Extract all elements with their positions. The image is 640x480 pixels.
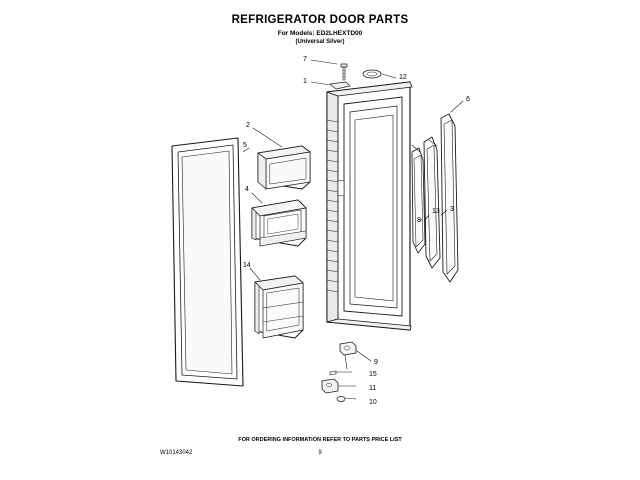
hinge-plate-11: [322, 379, 356, 393]
document-code: W10143042: [160, 450, 193, 456]
callout-2: 2: [246, 122, 250, 129]
door-liner-notch: [338, 180, 344, 196]
callout-7: 7: [303, 56, 307, 63]
door-gasket-panel: [172, 138, 243, 386]
callout-12: 12: [399, 74, 407, 81]
callout-1: 1: [303, 78, 307, 85]
variant-label: (Universal Silver): [295, 39, 345, 45]
screw-7: [341, 64, 347, 80]
callout-14: 14: [243, 262, 251, 269]
door-bin-upper: [258, 146, 310, 189]
models-label: For Models: ED2LHEXTD00: [277, 30, 363, 37]
callout-6: 6: [466, 96, 470, 103]
callout-5: 5: [243, 142, 247, 149]
door-bin-middle: [252, 200, 306, 246]
bolt-10: [337, 396, 356, 401]
callout-10: 10: [369, 399, 377, 406]
callout-9: 9: [374, 359, 378, 366]
bracket-9: [340, 342, 356, 369]
hinge-cap-12: [363, 70, 381, 78]
callout-11: 11: [369, 385, 377, 392]
bottom-hardware: [322, 342, 356, 402]
door-bin-lower: [255, 276, 303, 338]
page-number: 9: [318, 450, 322, 456]
callout-8: 8: [417, 217, 421, 224]
refrigerator-door-body: [327, 82, 412, 330]
callout-4: 4: [245, 186, 249, 193]
ordering-note: FOR ORDERING INFORMATION REFER TO PARTS PRICE LIST: [238, 437, 402, 443]
screw-15: [330, 371, 352, 375]
page-title: REFRIGERATOR DOOR PARTS: [231, 14, 409, 26]
door-trim-strips-right: [412, 114, 458, 282]
callout-13: 13: [432, 208, 440, 215]
top-hinge-1: [330, 82, 350, 89]
top-hardware: [330, 64, 381, 89]
callout-3: 3: [450, 206, 454, 213]
callout-15: 15: [369, 371, 377, 378]
